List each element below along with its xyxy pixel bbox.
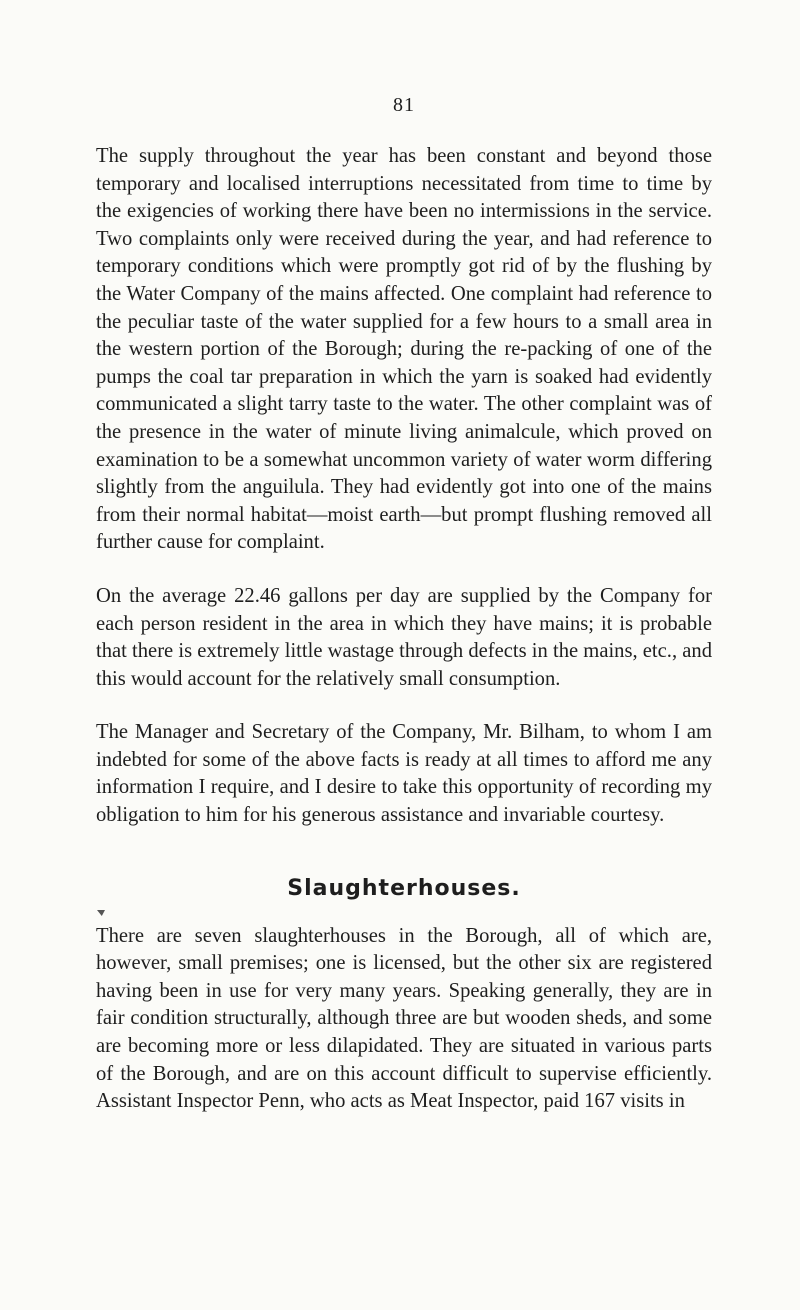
section-heading-slaughterhouses: Slaughterhouses. [287, 875, 521, 901]
page-number: 81 [393, 94, 415, 116]
paragraph-consumption: On the average 22.46 gallons per day are supplied by the Company for each person resident in the area in which they have mains; it is probable that there is extremely little wastage through defects in the mains, etc., and this would account for the relatively small consumption. [96, 584, 712, 690]
document-page [96, 94, 712, 1116]
paragraph-water-supply: The supply throughout the year has been constant and beyond those temporary and localised interruptions necessitated from time to time by the exigencies of working there have been no intermissions in the service. Two complaints only were received during the year, and had reference to temporary conditions which were promptly got rid of by the flushing by the Water Company of the mains affected. One complaint had reference to the peculiar taste of the water supplied for a few hours to a small area in the western portion of the Borough; during the re-packing of one of the pumps the coal tar preparation in which the yarn is soaked had evidently communicated a slight tarry taste to the water. The other complaint was of the presence in the water of minute living animalcule, which proved on examination to be a somewhat uncommon variety of water worm differing slightly from the anguilula. They had evidently got into one of the mains from their normal habitat—moist earth—but prompt flushing removed all further cause for complaint. [96, 145, 712, 554]
paragraph-acknowledgement: The Manager and Secretary of the Company, Mr. Bilham, to whom I am indebted for some of the above facts is ready at all times to afford me any information I require, and I desire to take this opportunity of recording my obligation to him for his generous assistance and invariable courtesy. [96, 721, 712, 827]
paragraph-slaughterhouses: There are seven slaughterhouses in the Borough, all of which are, however, small premises; one is licensed, but the other six are registered having been in use for very many years. Speaking generally, they are in fair condition structurally, although three are but wooden sheds, and some are becoming more or less dilapidated. They are situated in various parts of the Borough, and are on this account difficult to supervise efficiently. Assistant Inspector Penn, who acts as Meat Inspector, paid 167 visits in [96, 924, 712, 1113]
